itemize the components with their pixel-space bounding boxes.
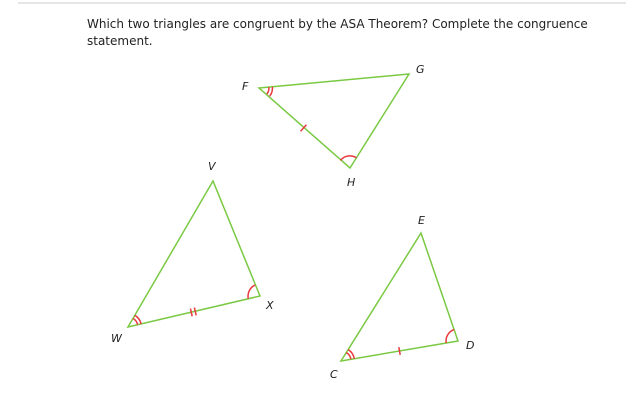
angle-mark-d xyxy=(446,330,454,343)
triangle-cde xyxy=(330,214,474,381)
vertex-label-w: W xyxy=(111,332,122,345)
side-tick-cd xyxy=(399,347,400,355)
angle-mark-f-inner xyxy=(270,87,273,97)
vertex-label-e: E xyxy=(418,214,425,227)
vertex-label-f: F xyxy=(242,80,249,93)
vertex-label-x: X xyxy=(266,299,274,312)
triangle-cde-sides xyxy=(341,233,458,361)
vertex-label-d: D xyxy=(466,339,475,352)
question-text: Which two triangles are congruent by the ASA Theorem? Complete the congruence statement. xyxy=(87,17,588,48)
angle-mark-w xyxy=(133,318,138,324)
triangle-fgh-sides xyxy=(259,74,409,168)
side-tick-wx-1 xyxy=(190,309,192,317)
angle-mark-h xyxy=(340,156,356,161)
triangle-vwx-sides xyxy=(128,181,260,327)
angle-mark-c xyxy=(346,353,351,360)
vertex-label-v: V xyxy=(208,160,216,173)
side-tick-wx-2 xyxy=(194,308,196,316)
vertex-label-g: G xyxy=(416,63,425,76)
angle-mark-f xyxy=(267,87,269,94)
triangle-fgh xyxy=(242,63,425,189)
vertex-label-h: H xyxy=(347,176,356,189)
triangle-vwx xyxy=(111,160,274,345)
vertex-label-c: C xyxy=(330,368,338,381)
